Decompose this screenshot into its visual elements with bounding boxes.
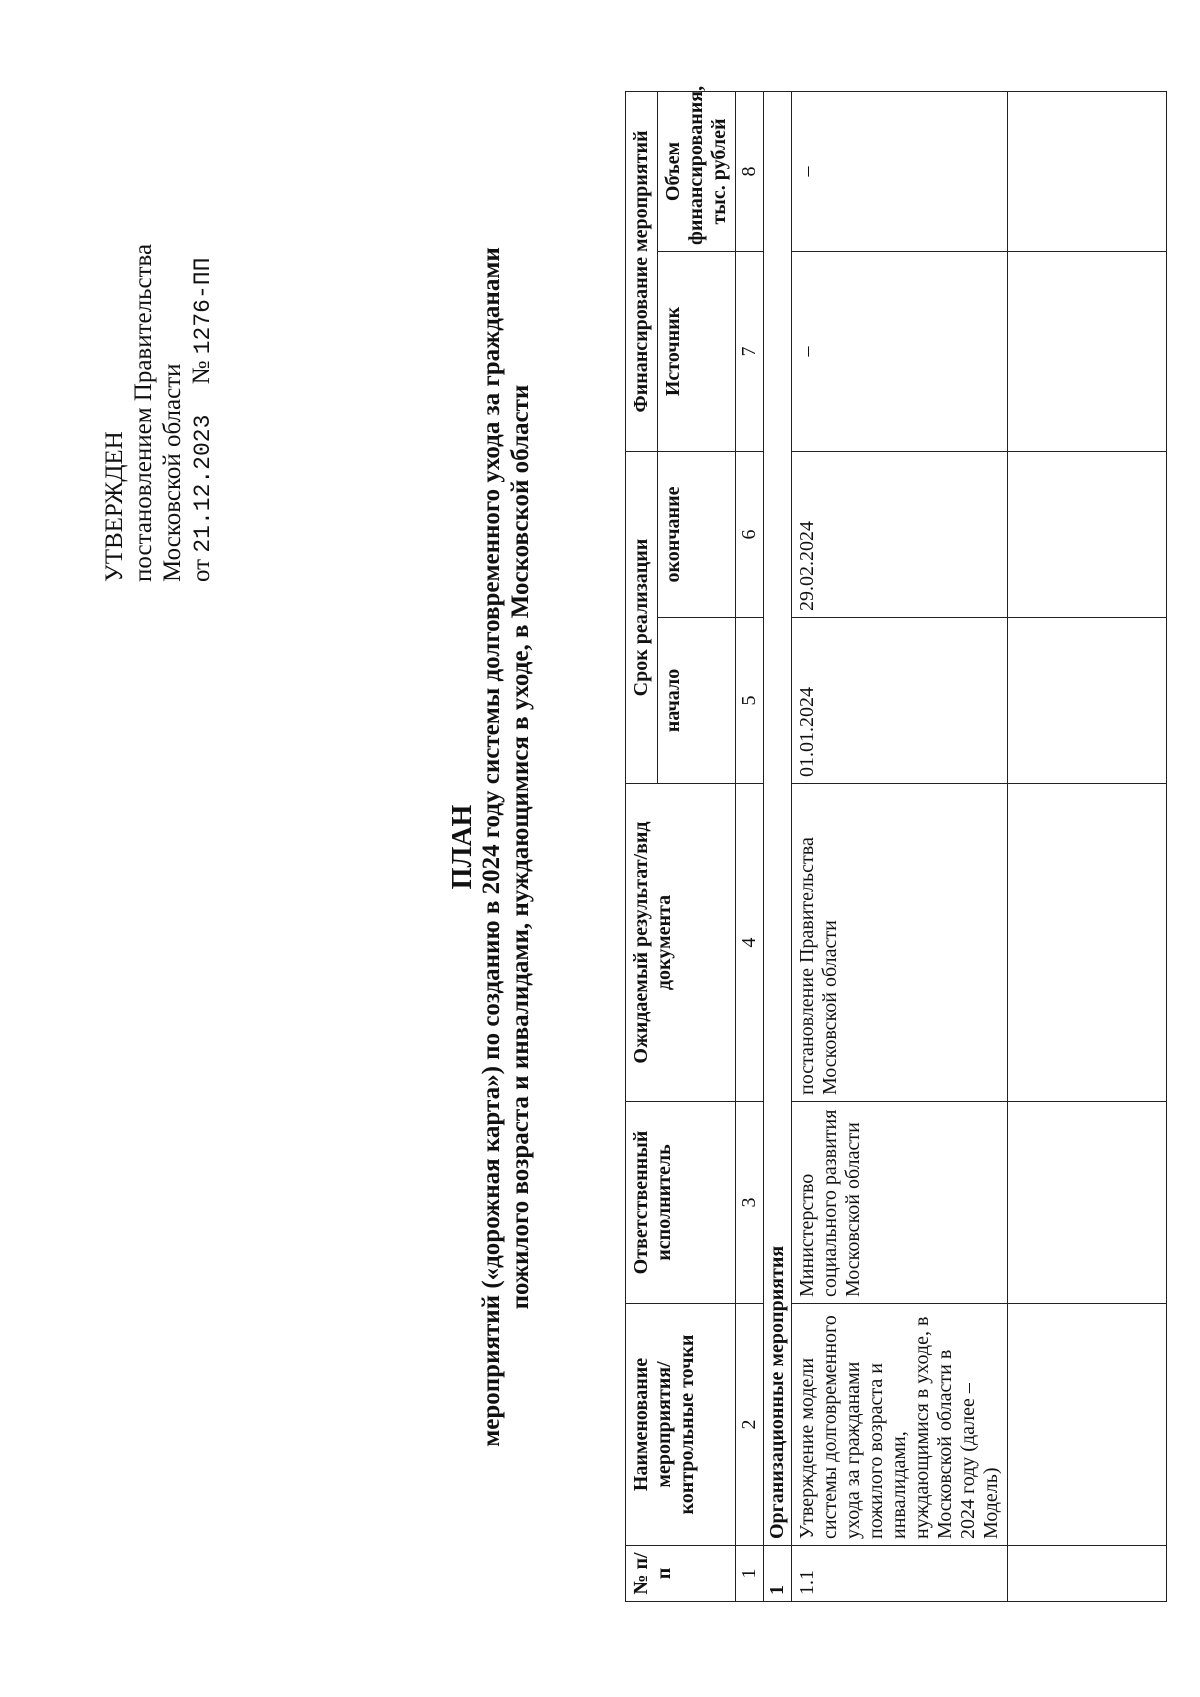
spacer-cell: [1008, 1304, 1167, 1546]
row-name: Утверждение модели системы долговременного ухода за гражданами пожилого возраста и инвалидами, нуждающимися в уходе, в Московской области в 2024 году (далее – Модель): [792, 1304, 1008, 1546]
header-end: окончание: [658, 452, 736, 618]
spacer-cell: [1008, 252, 1167, 452]
row-num: 1.1: [792, 1546, 1008, 1602]
spacer-cell: [1008, 91, 1167, 251]
header-source: Источник: [658, 252, 736, 452]
plan-table: [625, 85, 1167, 1602]
approval-number-prefix: №: [188, 360, 215, 385]
column-numbers-row: [736, 91, 764, 1601]
title-line-1: мероприятий («дорожная карта») по созданию в 2024 году системы долговременного ухода за гражданами: [478, 247, 505, 1447]
approval-number: 1276-ПП: [190, 257, 216, 355]
header-name: Наименование мероприятия/ контрольные точки: [626, 1304, 736, 1546]
title-heading: ПЛАН: [447, 804, 478, 890]
column-number: 5: [736, 618, 764, 784]
header-volume: Объем финансирования, тыс. рублей: [658, 91, 736, 251]
approval-title: УТВЕРЖДЕН: [101, 431, 128, 582]
header-start: начало: [658, 618, 736, 784]
approval-date-prefix: от: [188, 558, 215, 582]
row-end: 29.02.2024: [792, 452, 1008, 618]
row-start: 01.01.2024: [792, 618, 1008, 784]
column-number: 7: [736, 252, 764, 452]
spacer-cell: [1008, 1102, 1167, 1304]
column-number: 1: [736, 1546, 764, 1602]
title-line-2: пожилого возраста и инвалидами, нуждающимися в уходе, в Московской области: [507, 384, 534, 1310]
column-number: 2: [736, 1304, 764, 1546]
header-result: Ожидаемый результат/вид документа: [626, 784, 736, 1102]
column-number: 8: [736, 91, 764, 251]
spacer-cell: [1008, 618, 1167, 784]
row-source: –: [792, 252, 1008, 452]
approval-region: Московской области: [159, 363, 186, 582]
header-term-group: Срок реализации: [626, 452, 658, 784]
header-row-1: [626, 91, 658, 1601]
approval-stamp: [100, 62, 218, 582]
approval-date: 21.12.2023: [190, 414, 216, 553]
spacer-cell: [1008, 784, 1167, 1102]
row-result: постановление Правительства Московской области: [792, 784, 1008, 1102]
section-title: Организационные мероприятия: [764, 91, 792, 1545]
section-row: [764, 91, 792, 1601]
spacer-cell: [1008, 452, 1167, 618]
document-title: [448, 137, 535, 1557]
header-executor: Ответственный исполнитель: [626, 1102, 736, 1304]
column-number: 3: [736, 1102, 764, 1304]
table-row-spacer: [1008, 91, 1167, 1601]
column-number: 4: [736, 784, 764, 1102]
spacer-cell: [1008, 1546, 1167, 1602]
table-row: [792, 91, 1008, 1601]
row-volume: –: [792, 91, 1008, 251]
approval-date-line: [187, 62, 218, 582]
header-finance-group: Финансирование мероприятий: [626, 91, 658, 451]
approval-authority: постановлением Правительства: [130, 243, 157, 582]
header-num: № п/п: [626, 1546, 736, 1602]
section-num: 1: [764, 1546, 792, 1602]
row-executor: Министерство социального развития Московской области: [792, 1102, 1008, 1304]
column-number: 6: [736, 452, 764, 618]
